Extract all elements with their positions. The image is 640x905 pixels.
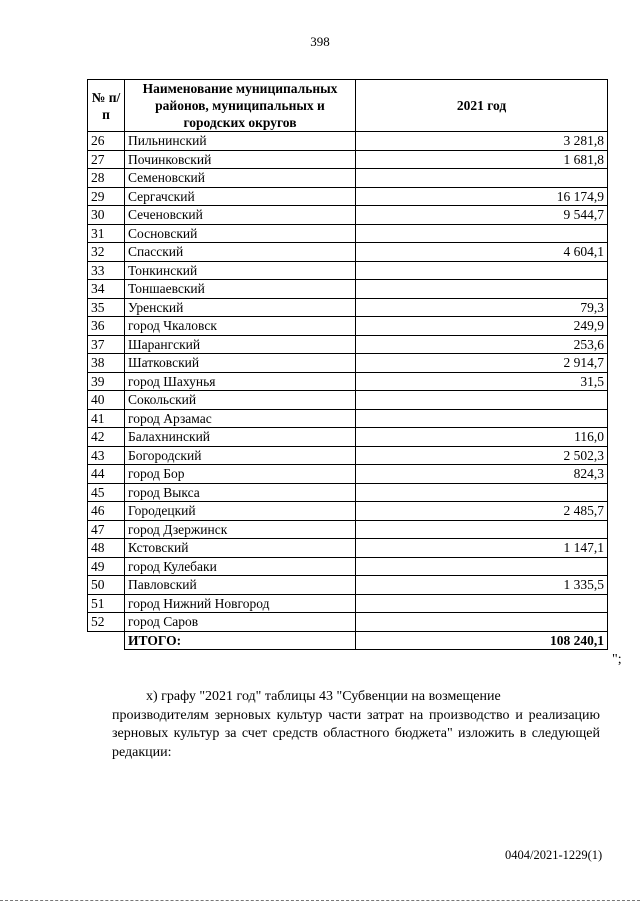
row-value (356, 613, 608, 632)
row-value: 116,0 (356, 428, 608, 447)
row-value: 79,3 (356, 298, 608, 317)
row-number: 31 (88, 224, 125, 243)
header-year: 2021 год (356, 80, 608, 132)
row-name: город Саров (125, 613, 356, 632)
row-number: 38 (88, 354, 125, 373)
row-number: 40 (88, 391, 125, 410)
row-name: Тонкинский (125, 261, 356, 280)
row-number: 36 (88, 317, 125, 336)
document-code: 0404/2021-1229(1) (505, 848, 603, 862)
row-name: Городецкий (125, 502, 356, 521)
row-value: 9 544,7 (356, 206, 608, 225)
subsidy-table (87, 79, 608, 650)
table-row (88, 150, 608, 169)
row-number: 33 (88, 261, 125, 280)
total-value: 108 240,1 (356, 631, 608, 650)
table-row (88, 409, 608, 428)
row-number: 29 (88, 187, 125, 206)
row-name: Сокольский (125, 391, 356, 410)
table-row (88, 243, 608, 262)
row-name: Сеченовский (125, 206, 356, 225)
table-row (88, 483, 608, 502)
paragraph-first-line: х) графу "2021 год" таблицы 43 "Субвенции на возмещение (146, 689, 501, 704)
row-value (356, 280, 608, 299)
row-name: Спасский (125, 243, 356, 262)
header-name: Наименование муниципальных районов, муниципальных и городских округов (125, 80, 356, 132)
row-name: город Шахунья (125, 372, 356, 391)
table-row (88, 502, 608, 521)
table-row (88, 594, 608, 613)
table-row (88, 354, 608, 373)
row-number: 47 (88, 520, 125, 539)
row-value: 249,9 (356, 317, 608, 336)
row-name: Семеновский (125, 169, 356, 188)
total-row (88, 631, 608, 650)
row-name: Павловский (125, 576, 356, 595)
row-number: 27 (88, 150, 125, 169)
row-name: Балахнинский (125, 428, 356, 447)
row-number: 30 (88, 206, 125, 225)
table-row (88, 187, 608, 206)
row-name: город Выкса (125, 483, 356, 502)
table-row (88, 613, 608, 632)
table-row (88, 132, 608, 151)
row-value (356, 409, 608, 428)
row-number: 42 (88, 428, 125, 447)
row-value: 3 281,8 (356, 132, 608, 151)
table-row (88, 335, 608, 354)
row-value: 2 914,7 (356, 354, 608, 373)
table-row (88, 446, 608, 465)
table-row (88, 372, 608, 391)
closing-quote-mark: "; (612, 652, 622, 667)
table-row (88, 206, 608, 225)
row-value (356, 391, 608, 410)
row-name: город Дзержинск (125, 520, 356, 539)
row-number: 49 (88, 557, 125, 576)
row-number: 32 (88, 243, 125, 262)
row-number: 46 (88, 502, 125, 521)
row-name: город Чкаловск (125, 317, 356, 336)
table-row (88, 428, 608, 447)
table-row (88, 539, 608, 558)
row-name: город Нижний Новгород (125, 594, 356, 613)
row-number: 35 (88, 298, 125, 317)
table-row (88, 576, 608, 595)
row-name: Тоншаевский (125, 280, 356, 299)
row-name: Кстовский (125, 539, 356, 558)
row-value: 1 147,1 (356, 539, 608, 558)
footer-divider (0, 900, 640, 901)
row-value: 2 485,7 (356, 502, 608, 521)
row-name: Сосновский (125, 224, 356, 243)
row-name: Богородский (125, 446, 356, 465)
row-name: Шарангский (125, 335, 356, 354)
row-name: Уренский (125, 298, 356, 317)
table-row (88, 391, 608, 410)
row-number: 45 (88, 483, 125, 502)
table-row (88, 169, 608, 188)
amendment-paragraph (112, 688, 600, 762)
row-number: 26 (88, 132, 125, 151)
row-number: 43 (88, 446, 125, 465)
paragraph-rest: производителям зерновых культур части затрат на производство и реализацию зерновых культур за счет средств областного бюджета" изложить в следующей редакции: (112, 707, 600, 760)
row-name: Пильнинский (125, 132, 356, 151)
table-row (88, 317, 608, 336)
table-row (88, 298, 608, 317)
table-header-row (88, 80, 608, 132)
row-number: 39 (88, 372, 125, 391)
row-number: 48 (88, 539, 125, 558)
row-value: 4 604,1 (356, 243, 608, 262)
table-row (88, 224, 608, 243)
row-value (356, 261, 608, 280)
row-value: 16 174,9 (356, 187, 608, 206)
row-value (356, 520, 608, 539)
row-value (356, 483, 608, 502)
total-label: ИТОГО: (125, 631, 356, 650)
row-number: 44 (88, 465, 125, 484)
row-number: 34 (88, 280, 125, 299)
table-row (88, 261, 608, 280)
row-name: город Арзамас (125, 409, 356, 428)
row-value (356, 594, 608, 613)
row-number: 51 (88, 594, 125, 613)
table-row (88, 280, 608, 299)
table-row (88, 520, 608, 539)
row-number: 41 (88, 409, 125, 428)
row-name: Починковский (125, 150, 356, 169)
row-value: 824,3 (356, 465, 608, 484)
row-value (356, 169, 608, 188)
row-number: 52 (88, 613, 125, 632)
row-number: 28 (88, 169, 125, 188)
table-row (88, 557, 608, 576)
row-name: Шатковский (125, 354, 356, 373)
page-number: 398 (310, 34, 330, 49)
row-value (356, 557, 608, 576)
row-number: 50 (88, 576, 125, 595)
table-row (88, 465, 608, 484)
row-number: 37 (88, 335, 125, 354)
total-num-cell (88, 631, 125, 650)
row-value: 31,5 (356, 372, 608, 391)
row-value: 1 335,5 (356, 576, 608, 595)
row-value: 253,6 (356, 335, 608, 354)
row-value (356, 224, 608, 243)
row-value: 1 681,8 (356, 150, 608, 169)
row-name: город Кулебаки (125, 557, 356, 576)
header-num: № п/п (88, 80, 125, 132)
row-name: город Бор (125, 465, 356, 484)
row-value: 2 502,3 (356, 446, 608, 465)
row-name: Сергачский (125, 187, 356, 206)
table-body (88, 132, 608, 632)
